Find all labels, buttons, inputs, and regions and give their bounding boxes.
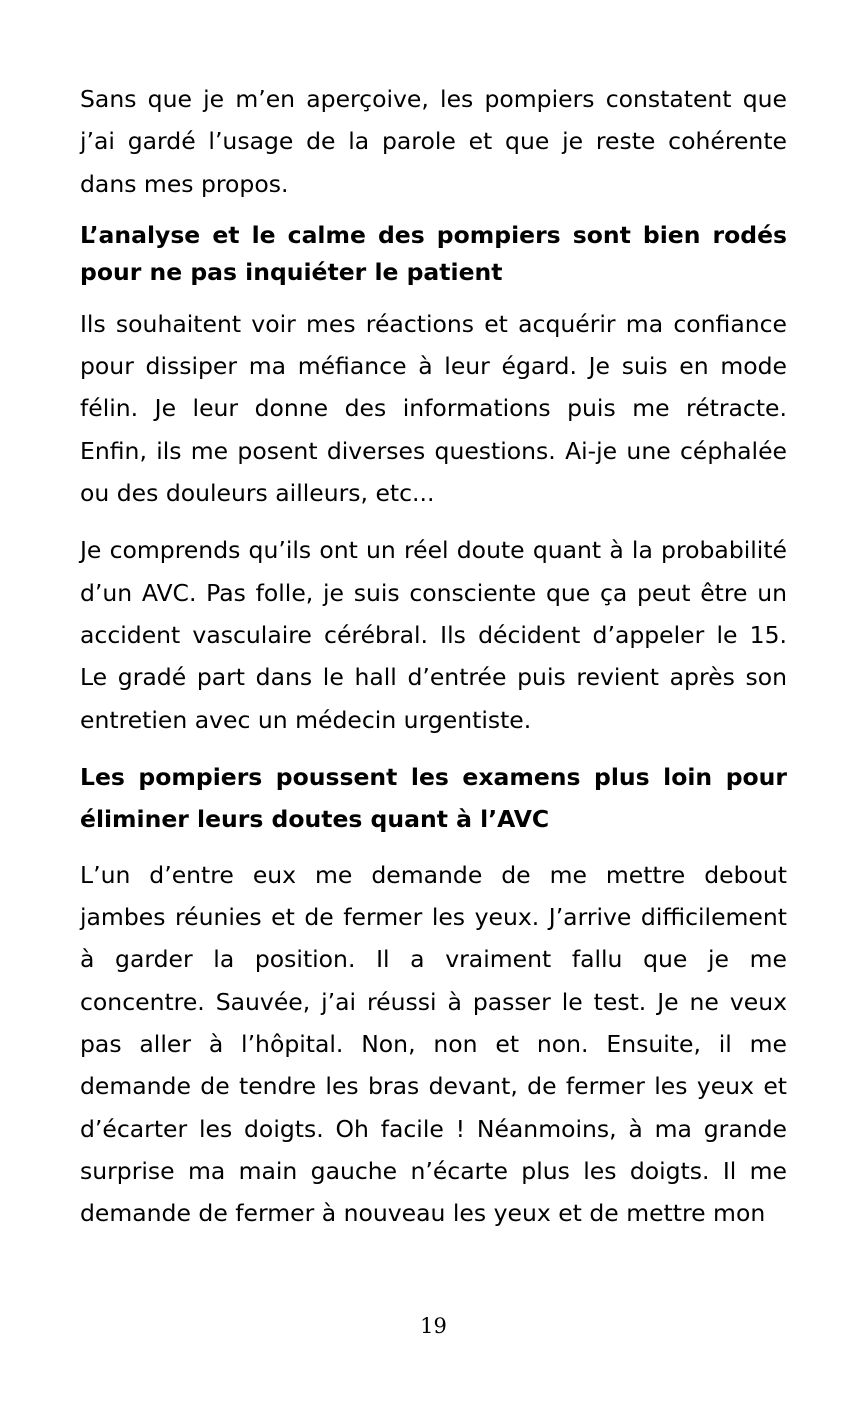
page-number: 19 bbox=[420, 1314, 447, 1338]
paragraph-3: Je comprends qu’ils ont un réel doute quant à la probabilité d’un AVC. Pas folle, je suis consciente que ça peut être un accident vasculaire cérébral. Ils décident d’appeler le 15. Le gradé part dans le hall d’entrée puis revient après son entretien avec un médecin urgentiste. bbox=[80, 536, 787, 734]
paragraph-4: L’un d’entre eux me demande de me mettre debout jambes réunies et de fermer les yeux. J’arrive difficilement à garder la position. Il a vraiment fallu que je me concentre. Sauvée, j’ai réussi à passer le test. Je ne veux pas aller à l’hôpital. Non, non et non. Ensuite, il me demande de tendre les bras devant, de fermer les yeux et d’écarter les doigts. Oh facile ! Néanmoins, à ma grande surprise ma main gauche n’écarte plus les doigts. Il me demande de fermer à nouveau les yeux et de mettre mon bbox=[80, 860, 787, 1228]
section-heading-exams: Les pompiers poussent les examens plus loin pour éliminer leurs doutes quant à l’AVC bbox=[80, 762, 787, 833]
paragraph-2: Ils souhaitent voir mes réactions et acquérir ma confiance pour dissiper ma méfiance à leur égard. Je suis en mode félin. Je leur donne des informations puis me rétracte. Enfin, ils me posent diverses questions. Ai-je une céphalée ou des douleurs ailleurs, etc... bbox=[80, 309, 787, 508]
page-body bbox=[80, 78, 787, 1235]
paragraph-1: Sans que je m’en aperçoive, les pompiers constatent que j’ai gardé l’usage de la parole et que je reste cohérente dans mes propos. bbox=[80, 85, 787, 198]
section-heading-analysis: L’analyse et le calme des pompiers sont bien rodés pour ne pas inquiéter le patient bbox=[80, 220, 787, 286]
